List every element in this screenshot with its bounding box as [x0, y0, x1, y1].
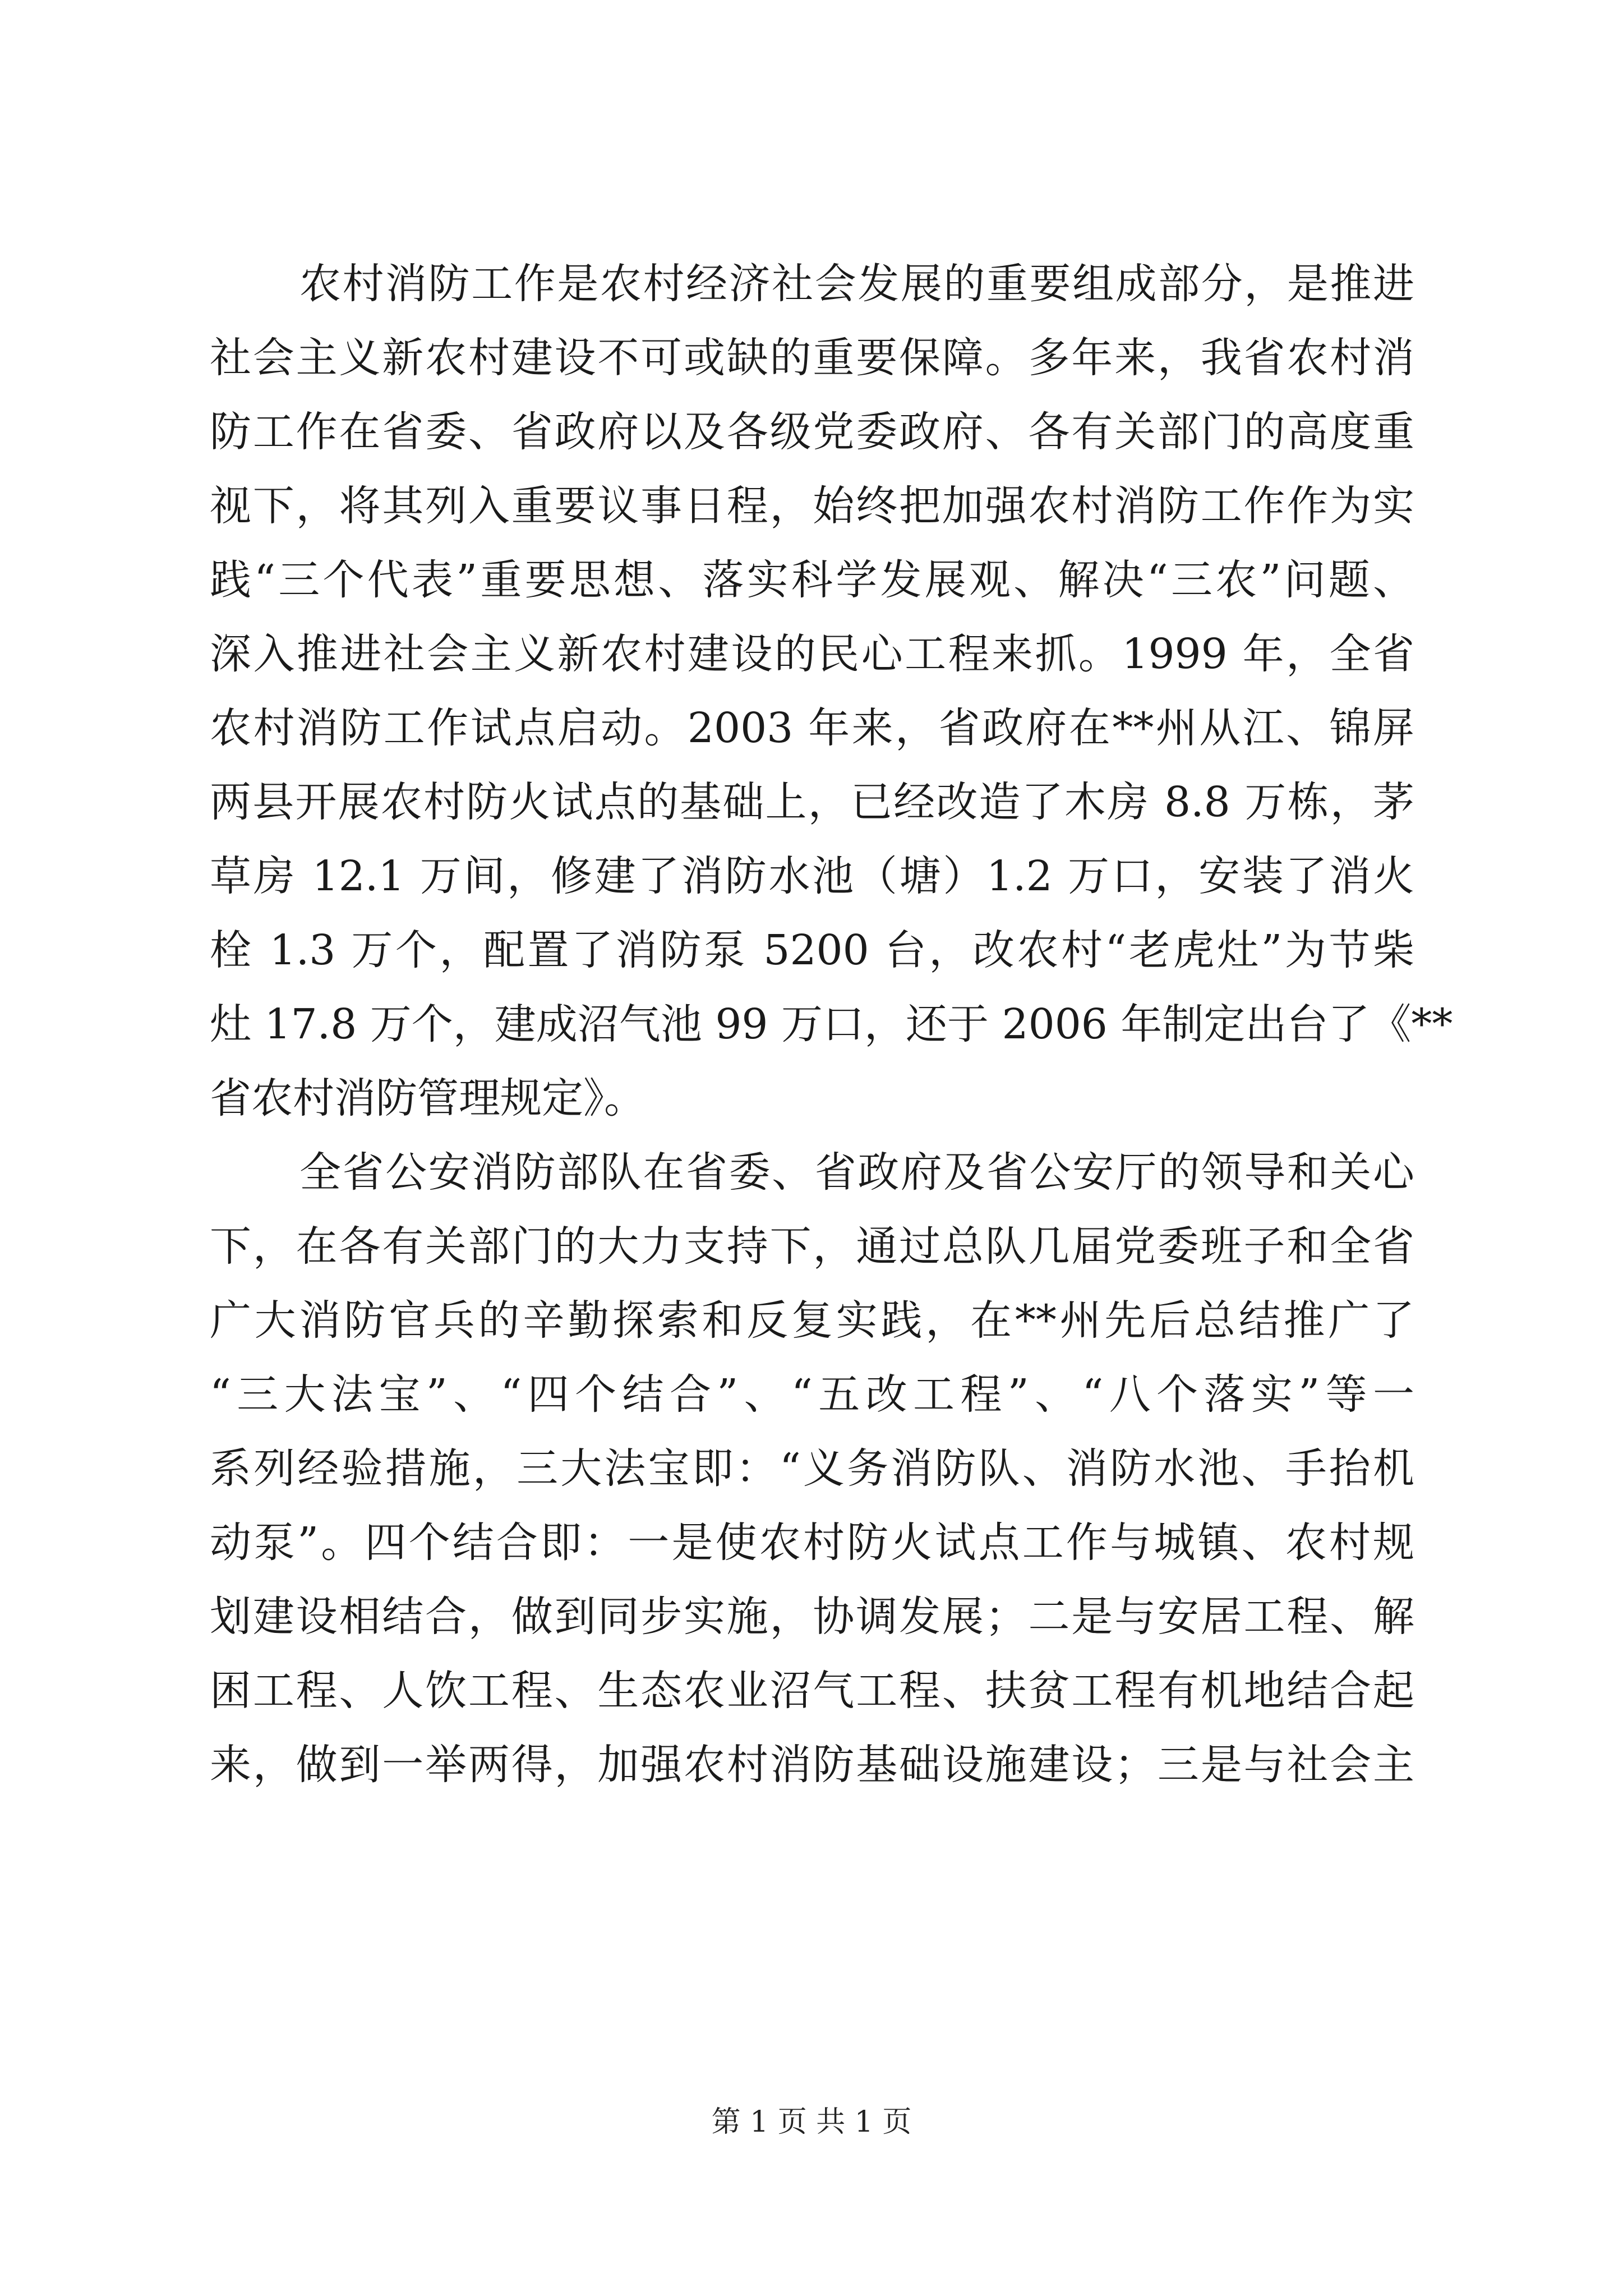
page-footer: 第 1 页 共 1 页	[711, 2105, 912, 2139]
paragraph-1-line-6: 深入推进社会主义新农村建设的民心工程来抓。1999 年，全省	[210, 630, 1414, 678]
paragraph-2-line-2: 下，在各有关部门的大力支持下，通过总队几届党委班子和全省	[210, 1222, 1414, 1271]
paragraph-1-line-11: 灶 17.8 万个，建成沼气池 99 万口，还于 2006 年制定出台了《**	[210, 1000, 1453, 1048]
paragraph-1-line-10: 栓 1.3 万个，配置了消防泵 5200 台，改农村“老虎灶”为节柴	[210, 926, 1414, 974]
paragraph-2-line-8: 困工程、人饮工程、生态农业沼气工程、扶贫工程有机地结合起	[210, 1667, 1414, 1715]
paragraph-2-line-9: 来，做到一举两得，加强农村消防基础设施建设；三是与社会主	[210, 1741, 1414, 1789]
paragraph-1-line-7: 农村消防工作试点启动。2003 年来，省政府在**州从江、锦屏	[210, 704, 1414, 752]
paragraph-1-line-5: 践“三个代表”重要思想、落实科学发展观、解决“三农”问题、	[210, 556, 1414, 604]
paragraph-1-line-3: 防工作在省委、省政府以及各级党委政府、各有关部门的高度重	[210, 408, 1414, 456]
paragraph-2-line-5: 系列经验措施，三大法宝即：“义务消防队、消防水池、手抬机	[210, 1444, 1414, 1493]
paragraph-1-line-9: 草房 12.1 万间，修建了消防水池（塘）1.2 万口，安装了消火	[210, 852, 1414, 900]
paragraph-2-line-1: 全省公安消防部队在省委、省政府及省公安厅的领导和关心	[299, 1148, 1414, 1197]
paragraph-2-line-3: 广大消防官兵的辛勤探索和反复实践，在**州先后总结推广了	[210, 1296, 1414, 1345]
paragraph-1-line-2: 社会主义新农村建设不可或缺的重要保障。多年来，我省农村消	[210, 334, 1414, 382]
paragraph-2-line-4: “三大法宝”、“四个结合”、“五改工程”、“八个落实”等一	[210, 1370, 1414, 1419]
paragraph-1-line-12: 省农村消防管理规定》。	[210, 1074, 645, 1122]
paragraph-1-line-1: 农村消防工作是农村经济社会发展的重要组成部分，是推进	[299, 260, 1414, 308]
paragraph-2-line-7: 划建设相结合，做到同步实施，协调发展；二是与安居工程、解	[210, 1593, 1414, 1641]
paragraph-2-line-6: 动泵”。四个结合即：一是使农村防火试点工作与城镇、农村规	[210, 1519, 1414, 1567]
paragraph-1-line-4: 视下，将其列入重要议事日程，始终把加强农村消防工作作为实	[210, 482, 1414, 530]
paragraph-1-line-8: 两县开展农村防火试点的基础上，已经改造了木房 8.8 万栋，茅	[210, 778, 1414, 826]
